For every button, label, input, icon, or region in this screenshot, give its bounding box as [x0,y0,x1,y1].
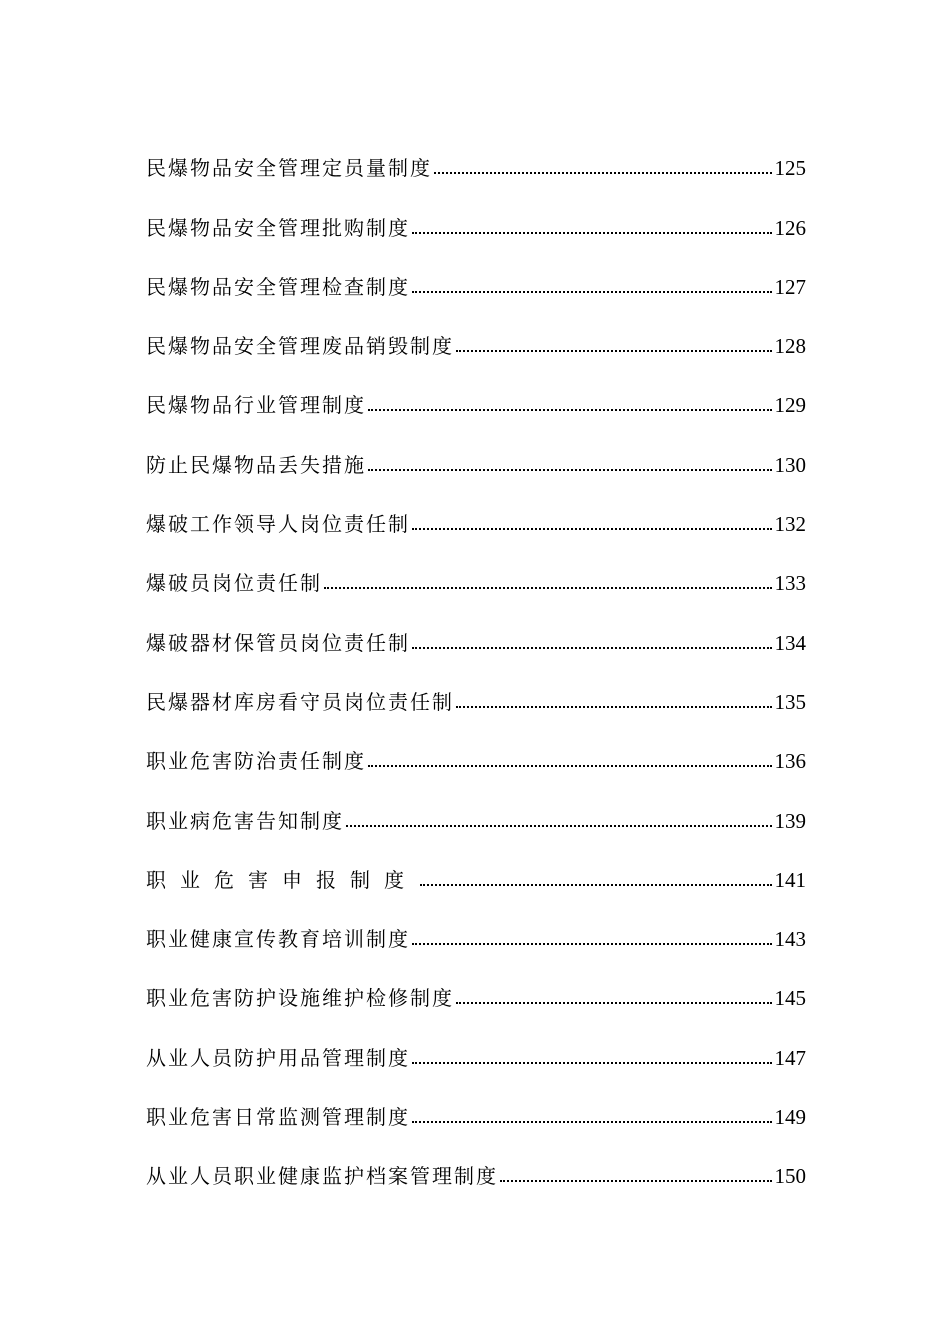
toc-entry[interactable] [146,832,806,891]
toc-dot-leader [434,172,772,174]
toc-entry[interactable] [146,357,806,416]
toc-dot-leader [368,765,772,767]
toc-page-number: 128 [774,334,806,358]
toc-dot-leader [456,706,772,708]
toc-dot-leader [346,825,772,827]
toc-entry-title: 职业危害日常监测管理制度 [146,1105,410,1129]
toc-page-number: 135 [774,689,806,713]
toc-dot-leader [412,528,772,530]
toc-entry[interactable] [146,891,806,950]
toc-entry[interactable] [146,594,806,653]
toc-page-number: 141 [774,867,806,891]
toc-entry-title: 爆破工作领导人岗位责任制 [146,512,410,536]
toc-entry[interactable] [146,476,806,535]
toc-entry[interactable] [146,772,806,831]
toc-entry-title: 民爆物品安全管理废品销毁制度 [146,334,454,358]
toc-page-number: 134 [774,630,806,654]
toc-page-number: 129 [774,393,806,417]
toc-page-number: 136 [774,749,806,773]
toc-entry-title: 职业健康宣传教育培训制度 [146,927,410,951]
toc-entry[interactable] [146,1009,806,1068]
toc-dot-leader [324,587,772,589]
toc-entry-title: 民爆物品安全管理检查制度 [146,274,410,298]
toc-entry-title: 职业病危害告知制度 [146,808,344,832]
toc-entry[interactable] [146,950,806,1009]
toc-page-number: 139 [774,808,806,832]
toc-entry[interactable] [146,239,806,298]
table-of-contents [146,120,806,1187]
toc-entry[interactable] [146,535,806,594]
toc-entry-title: 防止民爆物品丢失措施 [146,452,366,476]
toc-entry[interactable] [146,179,806,238]
toc-page-number: 149 [774,1105,806,1129]
toc-entry[interactable] [146,298,806,357]
toc-entry-title: 职业危害申报制度 [146,867,418,891]
toc-page-number: 133 [774,571,806,595]
toc-page-number: 145 [774,986,806,1010]
toc-entry[interactable] [146,713,806,772]
toc-entry-title: 民爆物品行业管理制度 [146,393,366,417]
toc-entry[interactable] [146,416,806,475]
toc-entry-title: 民爆物品安全管理定员量制度 [146,156,432,180]
toc-entry-title: 民爆器材库房看守员岗位责任制 [146,689,454,713]
toc-entry-title: 从业人员防护用品管理制度 [146,1045,410,1069]
toc-entry-title: 职业危害防护设施维护检修制度 [146,986,454,1010]
toc-dot-leader [412,647,772,649]
toc-entry[interactable] [146,1069,806,1128]
toc-dot-leader [368,409,772,411]
toc-page-number: 147 [774,1045,806,1069]
toc-dot-leader [456,1002,772,1004]
toc-entry-title: 从业人员职业健康监护档案管理制度 [146,1164,498,1188]
toc-page-number: 143 [774,927,806,951]
toc-dot-leader [412,943,772,945]
toc-entry[interactable] [146,654,806,713]
toc-dot-leader [412,291,772,293]
toc-dot-leader [412,232,772,234]
toc-dot-leader [456,350,772,352]
toc-entry-title: 民爆物品安全管理批购制度 [146,215,410,239]
toc-entry-title: 职业危害防治责任制度 [146,749,366,773]
toc-dot-leader [420,884,772,886]
toc-entry-title: 爆破员岗位责任制 [146,571,322,595]
toc-page-number: 125 [774,156,806,180]
toc-page-number: 127 [774,274,806,298]
toc-dot-leader [412,1062,772,1064]
toc-entry[interactable] [146,120,806,179]
toc-entry[interactable] [146,1128,806,1187]
toc-page-number: 130 [774,452,806,476]
toc-dot-leader [412,1121,772,1123]
toc-page-number: 126 [774,215,806,239]
toc-entry-title: 爆破器材保管员岗位责任制 [146,630,410,654]
toc-page-number: 132 [774,512,806,536]
toc-dot-leader [500,1180,772,1182]
toc-page-number: 150 [774,1164,806,1188]
toc-dot-leader [368,469,772,471]
